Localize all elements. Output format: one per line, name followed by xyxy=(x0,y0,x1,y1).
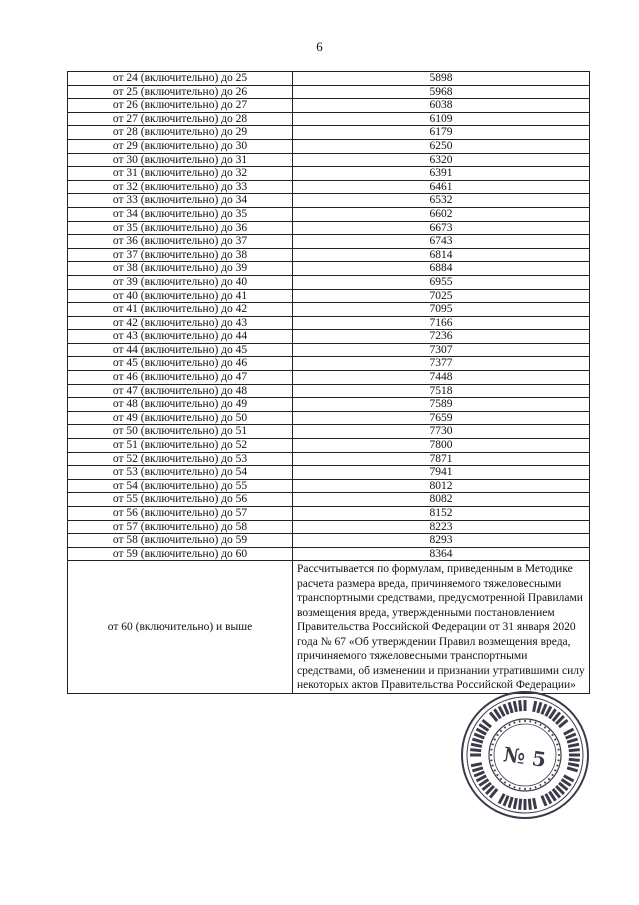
table-row xyxy=(68,357,590,371)
value-cell: 7448 xyxy=(293,371,590,385)
table-row xyxy=(68,303,590,317)
range-cell: от 37 (включительно) до 38 xyxy=(68,248,293,262)
table-row xyxy=(68,316,590,330)
range-cell: от 46 (включительно) до 47 xyxy=(68,371,293,385)
table-row xyxy=(68,235,590,249)
table-row xyxy=(68,153,590,167)
range-cell: от 43 (включительно) до 44 xyxy=(68,330,293,344)
table-row xyxy=(68,248,590,262)
value-cell: 7236 xyxy=(293,330,590,344)
table-row xyxy=(68,139,590,153)
range-cell: от 52 (включительно) до 53 xyxy=(68,452,293,466)
range-cell: от 33 (включительно) до 34 xyxy=(68,194,293,208)
range-cell: от 31 (включительно) до 32 xyxy=(68,167,293,181)
range-cell: от 34 (включительно) до 35 xyxy=(68,207,293,221)
table-row xyxy=(68,439,590,453)
table-row xyxy=(68,384,590,398)
value-cell: 7025 xyxy=(293,289,590,303)
table-row xyxy=(68,167,590,181)
tariff-table-body xyxy=(68,72,590,694)
value-cell: 6391 xyxy=(293,167,590,181)
table-row xyxy=(68,330,590,344)
value-cell: 8082 xyxy=(293,493,590,507)
range-cell: от 41 (включительно) до 42 xyxy=(68,303,293,317)
value-cell: 5898 xyxy=(293,72,590,86)
range-cell: от 47 (включительно) до 48 xyxy=(68,384,293,398)
range-cell: от 32 (включительно) до 33 xyxy=(68,180,293,194)
tariff-table xyxy=(67,71,590,694)
range-cell: от 29 (включительно) до 30 xyxy=(68,139,293,153)
value-cell: 6461 xyxy=(293,180,590,194)
table-row xyxy=(68,411,590,425)
table-row xyxy=(68,520,590,534)
range-cell: от 40 (включительно) до 41 xyxy=(68,289,293,303)
range-cell: от 24 (включительно) до 25 xyxy=(68,72,293,86)
page-number: 6 xyxy=(316,39,323,54)
range-cell: от 57 (включительно) до 58 xyxy=(68,520,293,534)
table-row xyxy=(68,99,590,113)
table-row xyxy=(68,452,590,466)
table-row xyxy=(68,72,590,86)
table-row xyxy=(68,547,590,561)
range-cell: от 45 (включительно) до 46 xyxy=(68,357,293,371)
range-cell: от 60 (включительно) и выше xyxy=(68,561,293,694)
range-cell: от 35 (включительно) до 36 xyxy=(68,221,293,235)
table-row xyxy=(68,479,590,493)
value-cell: 6884 xyxy=(293,262,590,276)
value-cell: 7800 xyxy=(293,439,590,453)
table-row xyxy=(68,221,590,235)
table-row xyxy=(68,180,590,194)
range-cell: от 58 (включительно) до 59 xyxy=(68,534,293,548)
value-cell: 7589 xyxy=(293,398,590,412)
range-cell: от 27 (включительно) до 28 xyxy=(68,112,293,126)
table-row xyxy=(68,275,590,289)
value-cell: 5968 xyxy=(293,85,590,99)
table-row xyxy=(68,262,590,276)
table-row xyxy=(68,289,590,303)
range-cell: от 36 (включительно) до 37 xyxy=(68,235,293,249)
value-cell: 8012 xyxy=(293,479,590,493)
value-cell: 8223 xyxy=(293,520,590,534)
value-cell: 6320 xyxy=(293,153,590,167)
table-row xyxy=(68,398,590,412)
value-cell: 6179 xyxy=(293,126,590,140)
table-row-last xyxy=(68,561,590,694)
value-cell: 7095 xyxy=(293,303,590,317)
note-cell: Рассчитывается по формулам, приведенным в Методике расчета размера вреда, причиняемого тяжеловесными транспортными средствами, предусмотренной Правилами возмещения вреда, утвержденными постановлением Правительства Российской Федерации от 31 января 2020 года № 67 «Об утверждении Правил возмещения вреда, причиняемого тяжеловесными транспортными средствами, об изменении и признании утратившими силу некоторых актов Правительства Российской Федерации» xyxy=(293,561,590,694)
value-cell: 7730 xyxy=(293,425,590,439)
range-cell: от 25 (включительно) до 26 xyxy=(68,85,293,99)
value-cell: 7307 xyxy=(293,343,590,357)
range-cell: от 44 (включительно) до 45 xyxy=(68,343,293,357)
value-cell: 6814 xyxy=(293,248,590,262)
table-row xyxy=(68,126,590,140)
table-row xyxy=(68,207,590,221)
value-cell: 6673 xyxy=(293,221,590,235)
value-cell: 6109 xyxy=(293,112,590,126)
table-row xyxy=(68,343,590,357)
range-cell: от 48 (включительно) до 49 xyxy=(68,398,293,412)
table-row xyxy=(68,85,590,99)
table-row xyxy=(68,534,590,548)
value-cell: 6602 xyxy=(293,207,590,221)
table-row xyxy=(68,371,590,385)
range-cell: от 42 (включительно) до 43 xyxy=(68,316,293,330)
range-cell: от 38 (включительно) до 39 xyxy=(68,262,293,276)
value-cell: 8293 xyxy=(293,534,590,548)
range-cell: от 53 (включительно) до 54 xyxy=(68,466,293,480)
value-cell: 6743 xyxy=(293,235,590,249)
range-cell: от 26 (включительно) до 27 xyxy=(68,99,293,113)
range-cell: от 51 (включительно) до 52 xyxy=(68,439,293,453)
table-row xyxy=(68,507,590,521)
table-row xyxy=(68,425,590,439)
value-cell: 7941 xyxy=(293,466,590,480)
range-cell: от 49 (включительно) до 50 xyxy=(68,411,293,425)
range-cell: от 30 (включительно) до 31 xyxy=(68,153,293,167)
official-stamp xyxy=(458,688,592,822)
range-cell: от 54 (включительно) до 55 xyxy=(68,479,293,493)
value-cell: 6955 xyxy=(293,275,590,289)
range-cell: от 55 (включительно) до 56 xyxy=(68,493,293,507)
value-cell: 6532 xyxy=(293,194,590,208)
value-cell: 6038 xyxy=(293,99,590,113)
stamp-number: № 5 xyxy=(501,742,548,772)
value-cell: 7166 xyxy=(293,316,590,330)
table-row xyxy=(68,466,590,480)
range-cell: от 50 (включительно) до 51 xyxy=(68,425,293,439)
table-row xyxy=(68,194,590,208)
table-row xyxy=(68,112,590,126)
range-cell: от 59 (включительно) до 60 xyxy=(68,547,293,561)
value-cell: 8364 xyxy=(293,547,590,561)
value-cell: 7377 xyxy=(293,357,590,371)
range-cell: от 39 (включительно) до 40 xyxy=(68,275,293,289)
value-cell: 8152 xyxy=(293,507,590,521)
value-cell: 7659 xyxy=(293,411,590,425)
value-cell: 7518 xyxy=(293,384,590,398)
range-cell: от 28 (включительно) до 29 xyxy=(68,126,293,140)
range-cell: от 56 (включительно) до 57 xyxy=(68,507,293,521)
value-cell: 7871 xyxy=(293,452,590,466)
table-row xyxy=(68,493,590,507)
value-cell: 6250 xyxy=(293,139,590,153)
